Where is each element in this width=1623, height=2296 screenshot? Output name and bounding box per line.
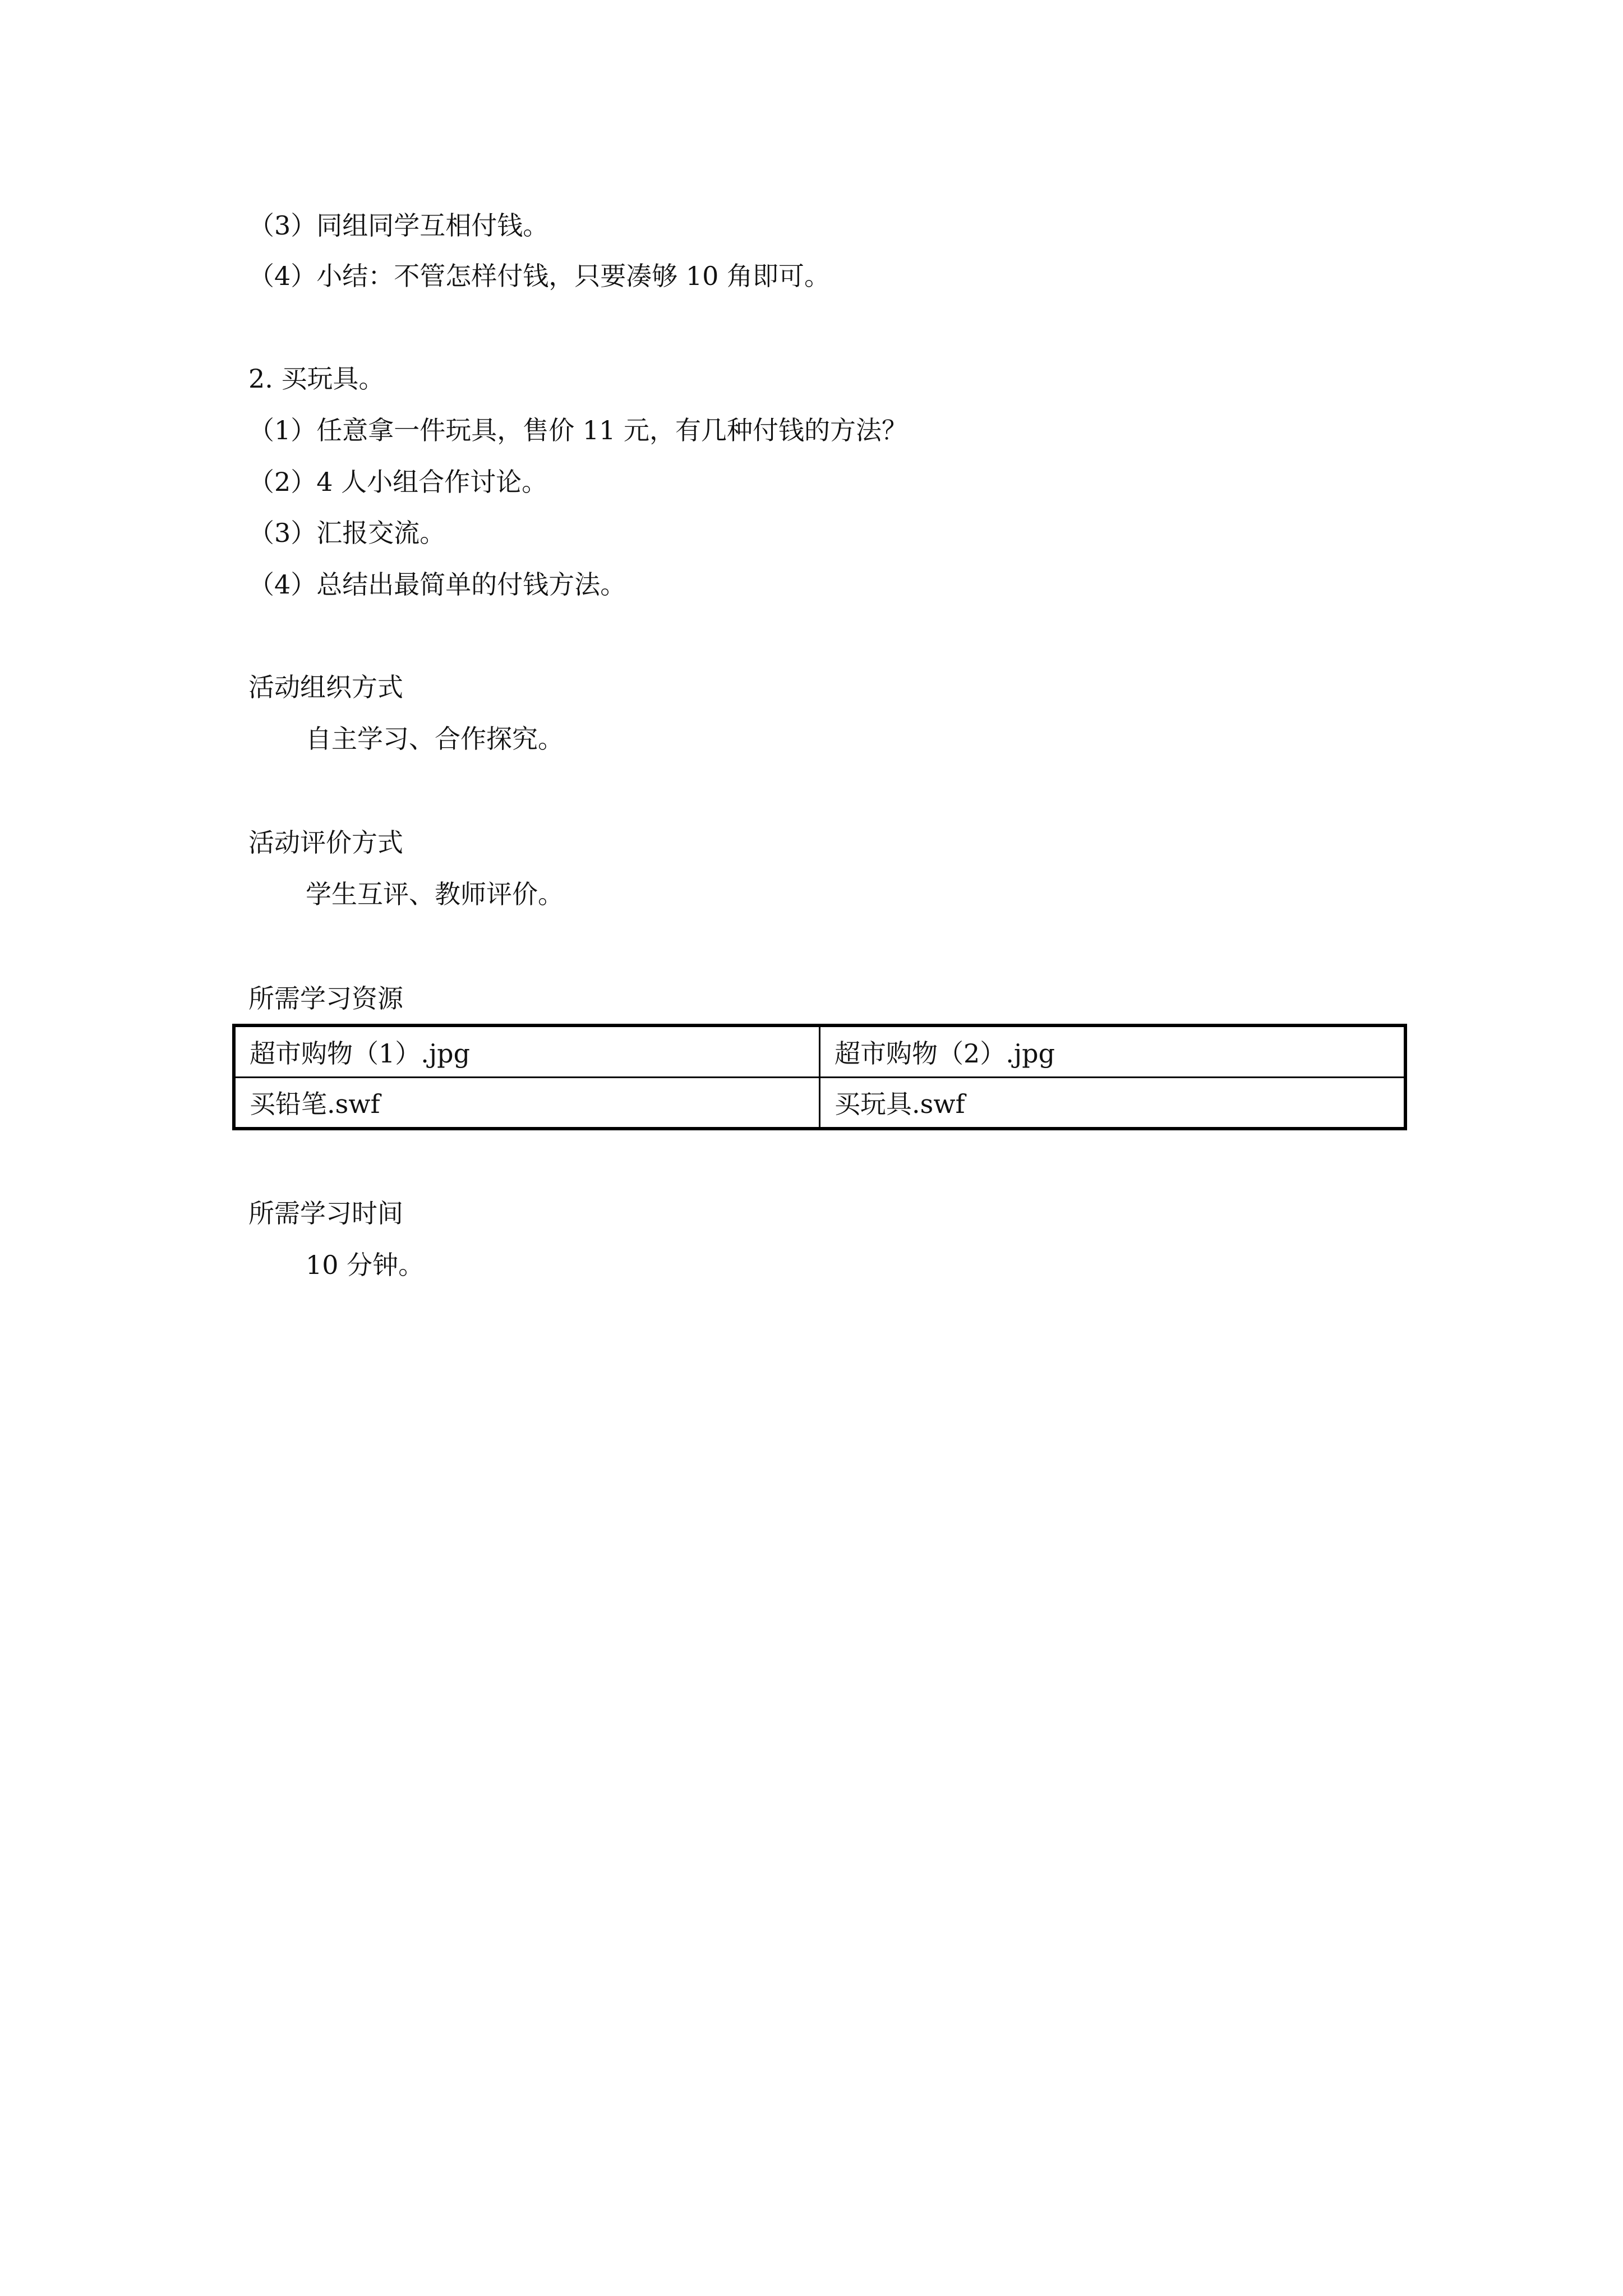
sub-step-3-text: （3）汇报交流。 xyxy=(248,518,446,548)
table-cell: 买玩具.swf xyxy=(820,1077,1406,1129)
step-3-text: （3）同组同学互相付钱。 xyxy=(248,210,549,241)
table-row xyxy=(234,1025,1405,1077)
step-4-summary-text: （4）小结：不管怎样付钱，只要凑够 10 角即可。 xyxy=(248,261,831,291)
section-2-title: 2. 买玩具。 xyxy=(248,364,385,394)
resources-table xyxy=(232,1024,1407,1130)
table-cell: 买铅笔.swf xyxy=(234,1077,820,1129)
sub-step-2-text: （2）4 人小组合作讨论。 xyxy=(248,467,548,497)
table-cell: 超市购物（2）.jpg xyxy=(820,1025,1406,1077)
table-row xyxy=(234,1077,1405,1129)
organization-body: 自主学习、合作探究。 xyxy=(306,724,564,754)
sub-step-4-text: （4）总结出最简单的付钱方法。 xyxy=(248,569,626,600)
table-cell: 超市购物（1）.jpg xyxy=(234,1025,820,1077)
evaluation-heading: 活动评价方式 xyxy=(248,827,403,858)
time-heading: 所需学习时间 xyxy=(248,1198,403,1228)
organization-heading: 活动组织方式 xyxy=(248,672,403,702)
evaluation-body: 学生互评、教师评价。 xyxy=(306,879,564,909)
time-body: 10 分钟。 xyxy=(306,1250,425,1280)
sub-step-1-text: （1）任意拿一件玩具，售价 11 元，有几种付钱的方法？ xyxy=(248,415,908,445)
resources-heading: 所需学习资源 xyxy=(248,983,403,1014)
